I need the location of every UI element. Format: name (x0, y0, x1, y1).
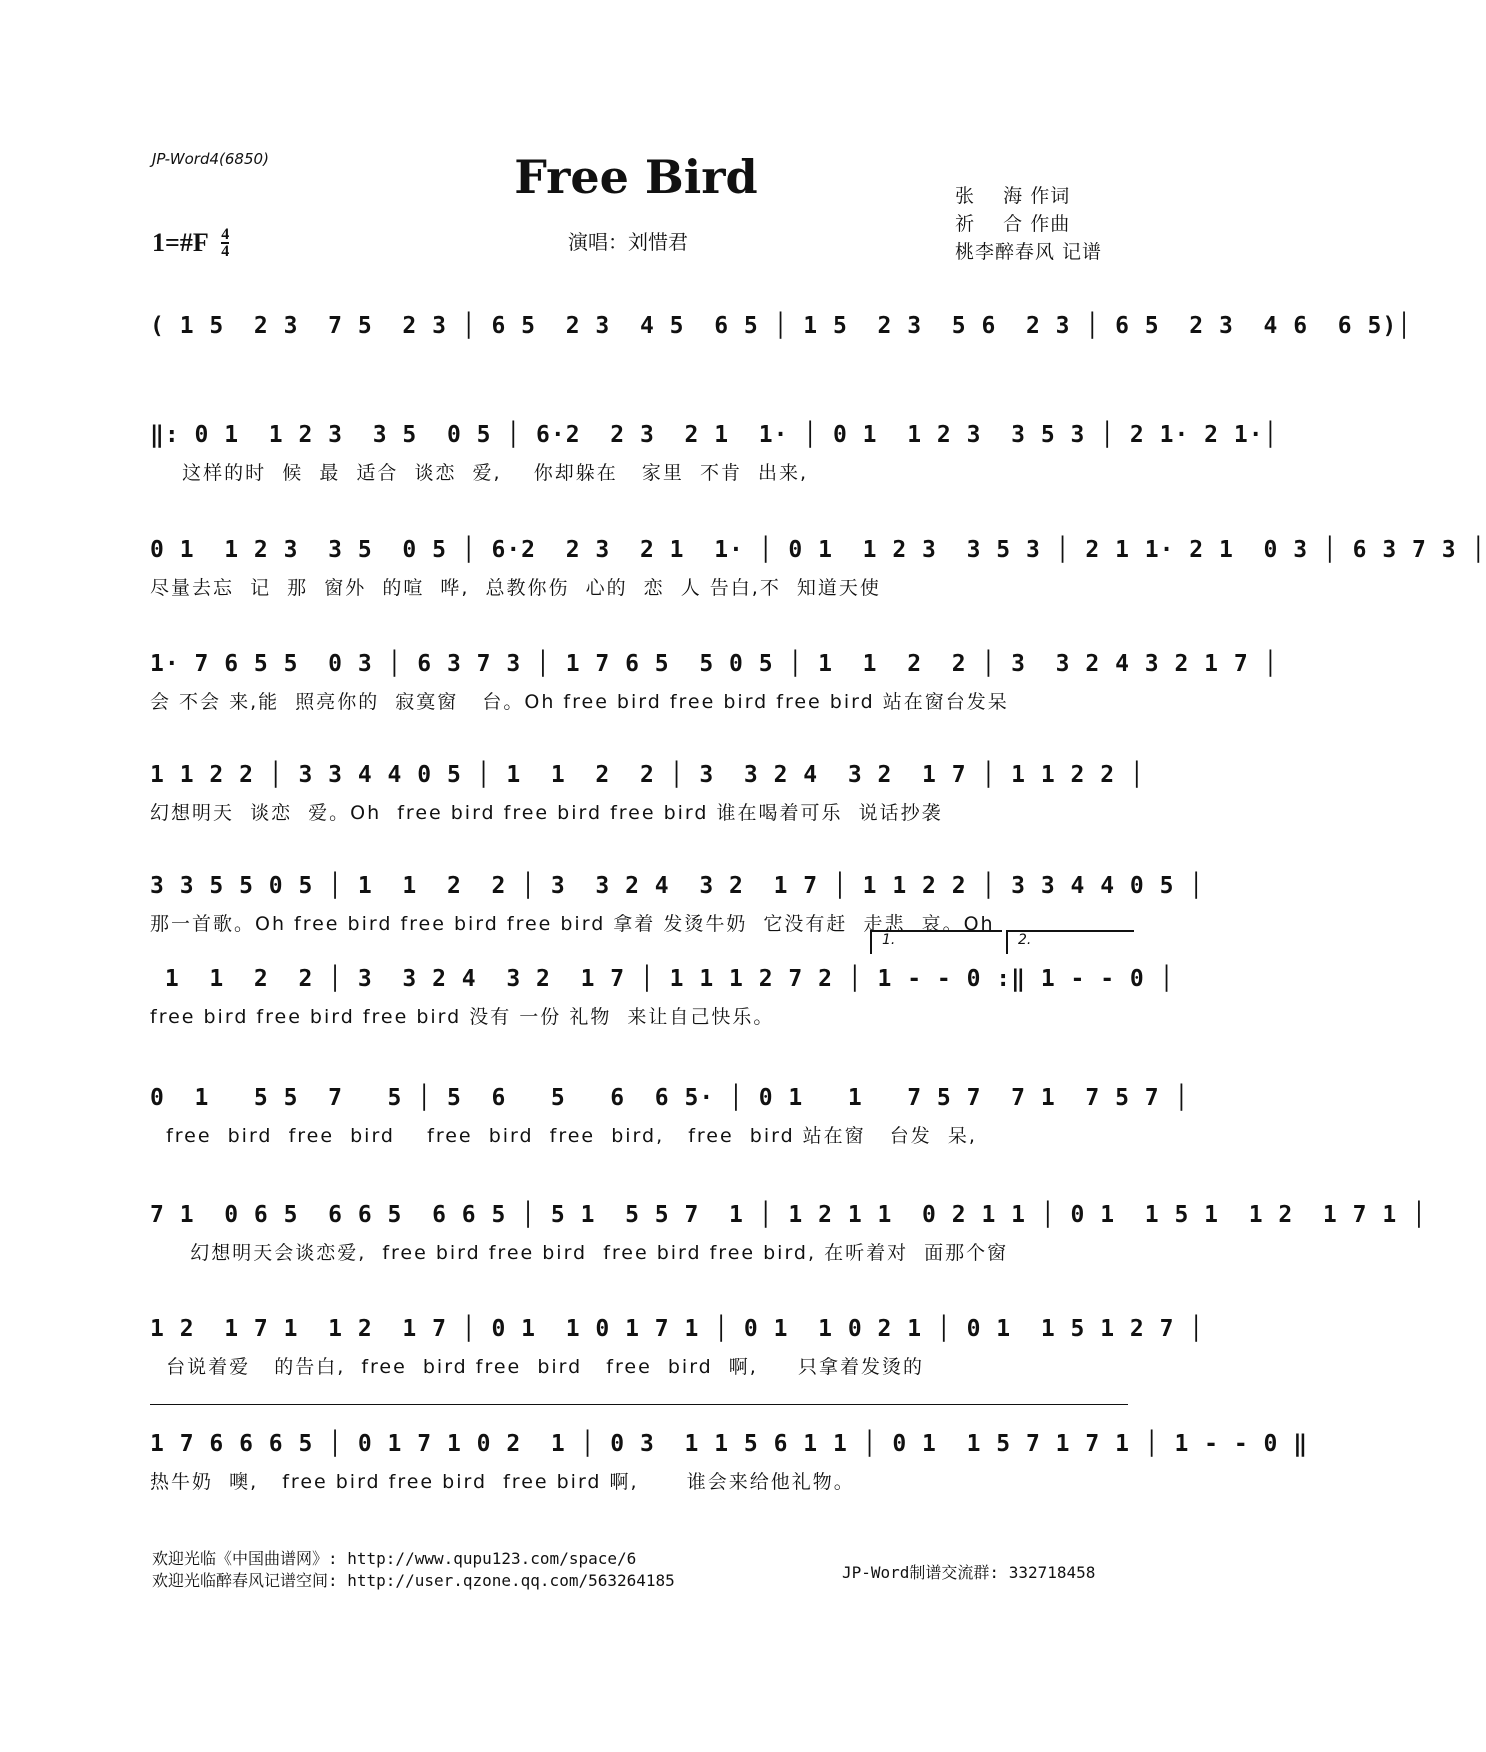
score-row-lyrics: 幻想明天会谈恋爱, free bird free bird free bird free bird, 在听着对 面那个窗 (150, 1242, 1009, 1264)
score-row-lyrics: free bird free bird free bird 没有 一份 礼物 来让自己快乐。 (150, 1006, 775, 1028)
score-row-notes: 1 1 2 2 │ 3 3 4 4 0 5 │ 1 1 2 2 │ 3 3 2 4 3 2 1 7 │ 1 1 2 2 │ (150, 762, 1145, 788)
score-row-notes: ( 1 5 2 3 7 5 2 3 │ 6 5 2 3 4 5 6 5 │ 1 5 2 3 5 6 2 3 │ 6 5 2 3 4 6 6 5)│ (150, 313, 1413, 339)
score-row-lyrics: 热牛奶 噢, free bird free bird free bird 啊, 谁会来给他礼物。 (150, 1471, 855, 1493)
score-row-lyrics: free bird free bird free bird free bird, free bird 站在窗 台发 呆, (150, 1125, 977, 1147)
score-row-notes: 0 1 5 5 7 5 │ 5 6 5 6 6 5· │ 0 1 1 7 5 7 7 1 7 5 7 │ (150, 1085, 1190, 1111)
score-row-notes: ‖: 0 1 1 2 3 3 5 0 5 │ 6·2 2 3 2 1 1· │ 0 1 1 2 3 3 5 3 │ 2 1· 2 1·│ (150, 422, 1279, 448)
footer-group: JP-Word制谱交流群: 332718458 (842, 1563, 1096, 1582)
score-row-notes: 1 7 6 6 6 5 │ 0 1 7 1 0 2 1 │ 0 3 1 1 5 6 1 1 │ 0 1 1 5 7 1 7 1 │ 1 - - 0 ‖ (150, 1431, 1309, 1457)
time-bottom: 4 (221, 243, 230, 261)
score-row-notes: 3 3 5 5 0 5 │ 1 1 2 2 │ 3 3 2 4 3 2 1 7 │ 1 1 2 2 │ 3 3 4 4 0 5 │ (150, 873, 1205, 899)
score-row-notes: 1· 7 6 5 5 0 3 │ 6 3 7 3 │ 1 7 6 5 5 0 5 │ 1 1 2 2 │ 3 3 2 4 3 2 1 7 │ (150, 651, 1279, 677)
coda-line (150, 1404, 1128, 1405)
footer-line-1: 欢迎光临《中国曲谱网》: http://www.qupu123.com/space/6 (152, 1549, 637, 1568)
score-row-notes: 7 1 0 6 5 6 6 5 6 6 5 │ 5 1 5 5 7 1 │ 1 2 1 1 0 2 1 1 │ 0 1 1 5 1 1 2 1 7 1 │ (150, 1202, 1427, 1228)
transcriber-credit: 桃李醉春风 记谱 (955, 241, 1103, 263)
software-label: JP-Word4(6850) (152, 150, 269, 168)
score-row-lyrics: 幻想明天 谈恋 爱。Oh free bird free bird free bird 谁在喝着可乐 说话抄袭 (150, 802, 943, 824)
score-row-lyrics: 会 不会 来,能 照亮你的 寂寞窗 台。Oh free bird free bird free bird 站在窗台发呆 (150, 691, 1009, 713)
time-signature (221, 227, 229, 259)
credits (955, 182, 1102, 266)
score-row-lyrics: 那一首歌。Oh free bird free bird free bird 拿着 发烫牛奶 它没有赶 走悲 哀。Oh (150, 913, 995, 935)
first-ending-bracket: 1. (870, 930, 1002, 954)
score-row-lyrics: 这样的时 候 最 适合 谈恋 爱, 你却躲在 家里 不肯 出来, (150, 462, 809, 484)
singer-label: 演唱：刘惜君 (568, 230, 688, 254)
footer-links (152, 1548, 675, 1592)
lyricist-credit: 张 海 作词 (955, 185, 1071, 207)
score-row-notes: 0 1 1 2 3 3 5 0 5 │ 6·2 2 3 2 1 1· │ 0 1 1 2 3 3 5 3 │ 2 1 1· 2 1 0 3 │ 6 3 7 3 │ (150, 537, 1486, 563)
footer-line-2: 欢迎光临醉春风记谱空间: http://user.qzone.qq.com/563264185 (152, 1571, 675, 1590)
score-row-lyrics: 尽量去忘 记 那 窗外 的喧 哗, 总教你伤 心的 恋 人 告白,不 知道天使 (150, 577, 881, 599)
key-text: 1=#F (152, 228, 209, 258)
second-ending-bracket: 2. (1006, 930, 1134, 954)
score-row-notes: 1 2 1 7 1 1 2 1 7 │ 0 1 1 0 1 7 1 │ 0 1 1 0 2 1 │ 0 1 1 5 1 2 7 │ (150, 1316, 1205, 1342)
song-title: Free Bird (514, 150, 758, 204)
key-signature (152, 226, 229, 259)
time-top: 4 (221, 226, 230, 244)
composer-credit: 祈 合 作曲 (955, 213, 1071, 235)
score-row-notes: 1 1 2 2 │ 3 3 2 4 3 2 1 7 │ 1 1 1 2 7 2 │ 1 - - 0 :‖ 1 - - 0 │ (150, 966, 1175, 992)
score-row-lyrics: 台说着爱 的告白, free bird free bird free bird 啊, 只拿着发烫的 (150, 1356, 925, 1378)
